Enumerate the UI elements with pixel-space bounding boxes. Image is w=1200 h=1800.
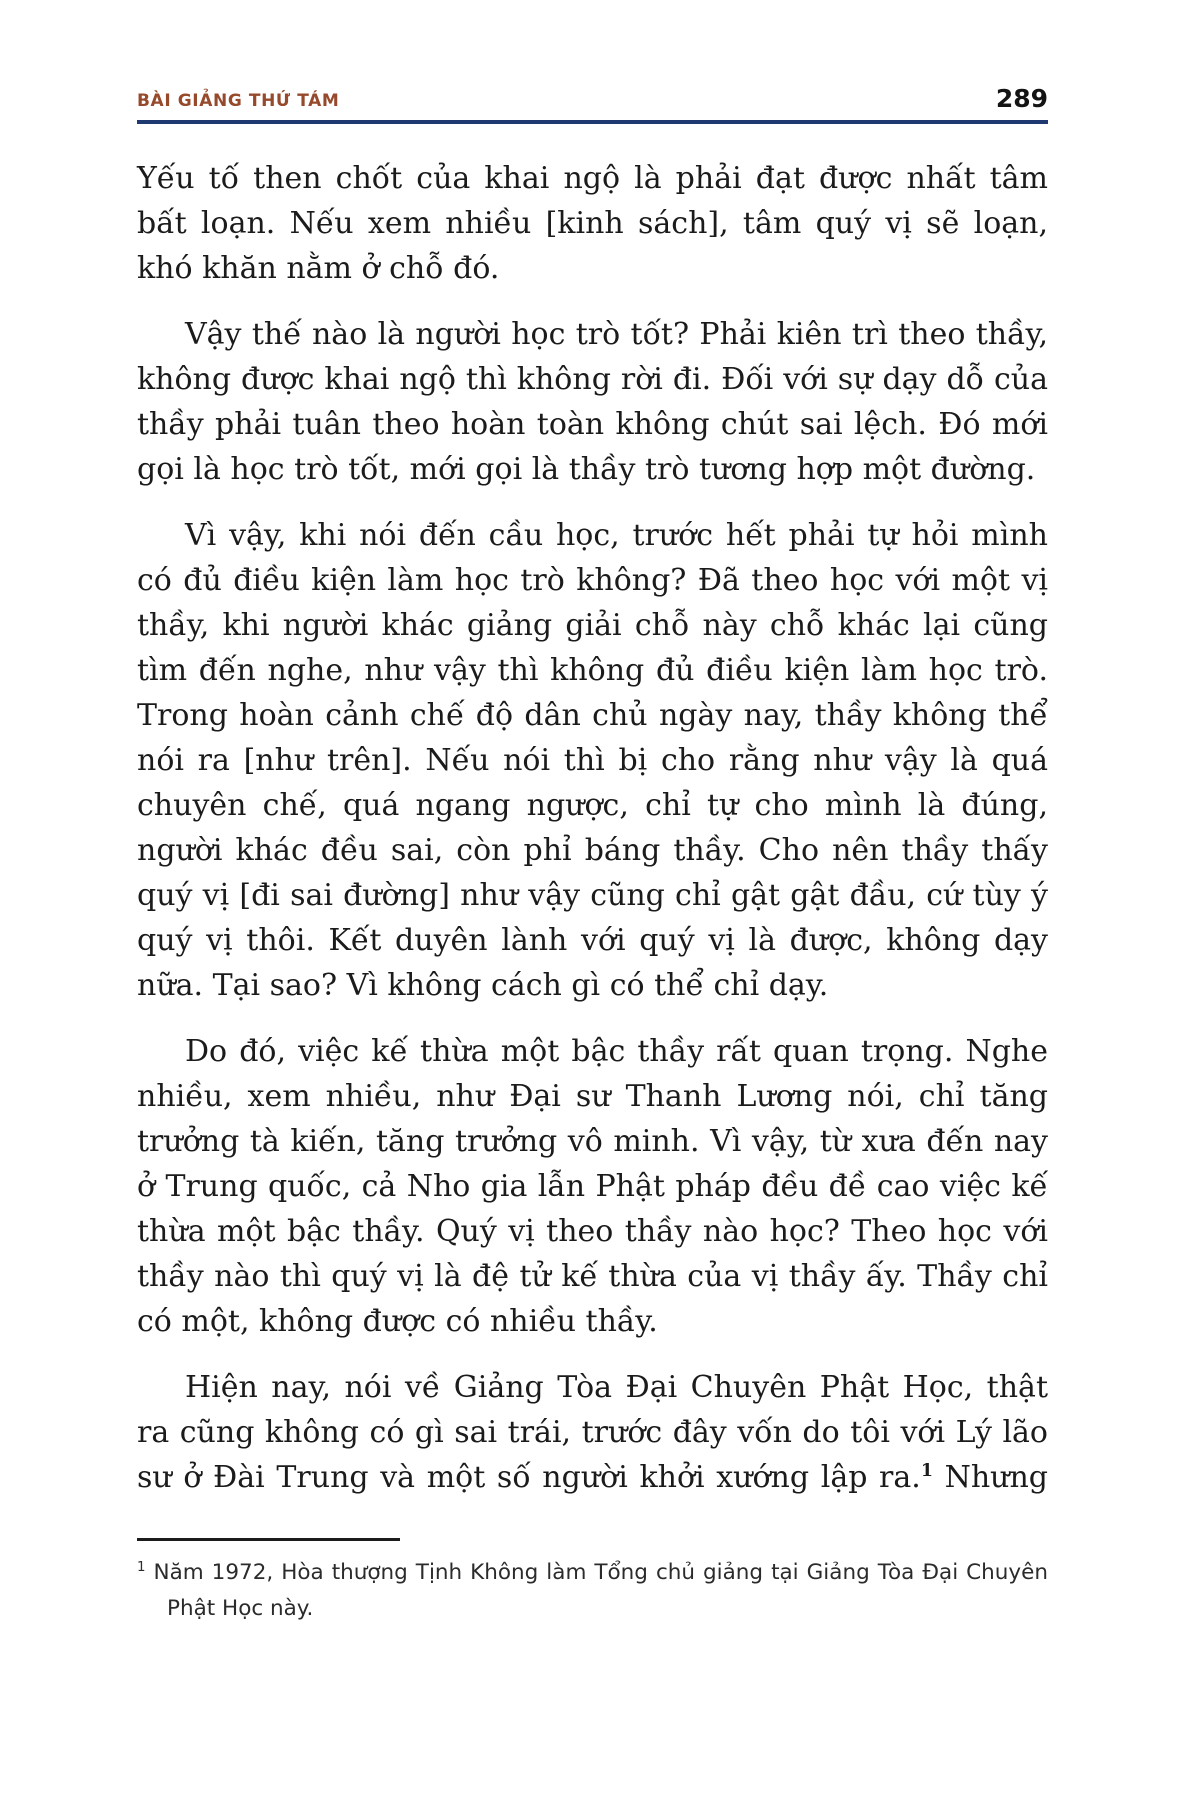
footnote-separator [137,1538,400,1541]
body-text [137,156,1048,1500]
paragraph-1-text: Yếu tố then chốt của khai ngộ là phải đạt được nhất tâm bất loạn. Nếu xem nhiều [kinh sách], tâm quý vị sẽ loạn, khó khăn nằm ở chỗ đó. [137,161,1048,286]
running-head: BÀI GIẢNG THỨ TÁM [137,91,340,111]
paragraph-5-text: Hiện nay, nói về Giảng Tòa Đại Chuyên Phật Học, thật ra cũng không có gì sai trái, trước đây vốn do tôi với Lý lão sư ở Đài Trung và một số người khởi xướng lập ra. [137,1370,1048,1495]
footnote-block [137,1538,1048,1627]
paragraph-3-text: Vì vậy, khi nói đến cầu học, trước hết phải tự hỏi mình có đủ điều kiện làm học trò không? Đã theo học với một vị thầy, khi người khác giảng giải chỗ này chỗ khác lại cũng tìm đến nghe, như vậy thì không đủ điều kiện làm học trò. Trong hoàn cảnh chế độ dân chủ ngày nay, thầy không thể nói ra [như trên]. Nếu nói thì bị cho rằng như vậy là quá chuyên chế, quá ngang ngược, chỉ tự cho mình là đúng, người khác đều sai, còn phỉ báng thầy. Cho nên thầy thấy quý vị [đi sai đường] như vậy cũng chỉ gật gật đầu, cứ tùy ý quý vị thôi. Kết duyên lành với quý vị là được, không dạy nữa. Tại sao? Vì không cách gì có thể chỉ dạy. [137,518,1048,1003]
footnote-1-marker: 1 [137,1559,146,1575]
page-header [137,86,1048,124]
paragraph-2 [137,312,1048,492]
footnote-reference-1: 1 [920,1461,933,1481]
paragraph-5 [137,1365,1048,1500]
paragraph-5-tail: Nhưng [932,1460,1048,1495]
paragraph-2-text: Vậy thế nào là người học trò tốt? Phải kiên trì theo thầy, không được khai ngộ thì không rời đi. Đối với sự dạy dỗ của thầy phải tuân theo hoàn toàn không chút sai lệch. Đó mới gọi là học trò tốt, mới gọi là thầy trò tương hợp một đường. [137,317,1048,487]
paragraph-1 [137,156,1048,291]
paragraph-3 [137,513,1048,1008]
page-number: 289 [995,84,1048,113]
footnote-1 [137,1555,1048,1627]
paragraph-4-text: Do đó, việc kế thừa một bậc thầy rất quan trọng. Nghe nhiều, xem nhiều, như Đại sư Thanh Lương nói, chỉ tăng trưởng tà kiến, tăng trưởng vô minh. Vì vậy, từ xưa đến nay ở Trung quốc, cả Nho gia lẫn Phật pháp đều đề cao việc kế thừa một bậc thầy. Quý vị theo thầy nào học? Theo học với thầy nào thì quý vị là đệ tử kế thừa của vị thầy ấy. Thầy chỉ có một, không được có nhiều thầy. [137,1034,1048,1339]
footnote-1-text: Năm 1972, Hòa thượng Tịnh Không làm Tổng chủ giảng tại Giảng Tòa Đại Chuyên Phật Học này. [153,1560,1048,1621]
paragraph-4 [137,1029,1048,1344]
